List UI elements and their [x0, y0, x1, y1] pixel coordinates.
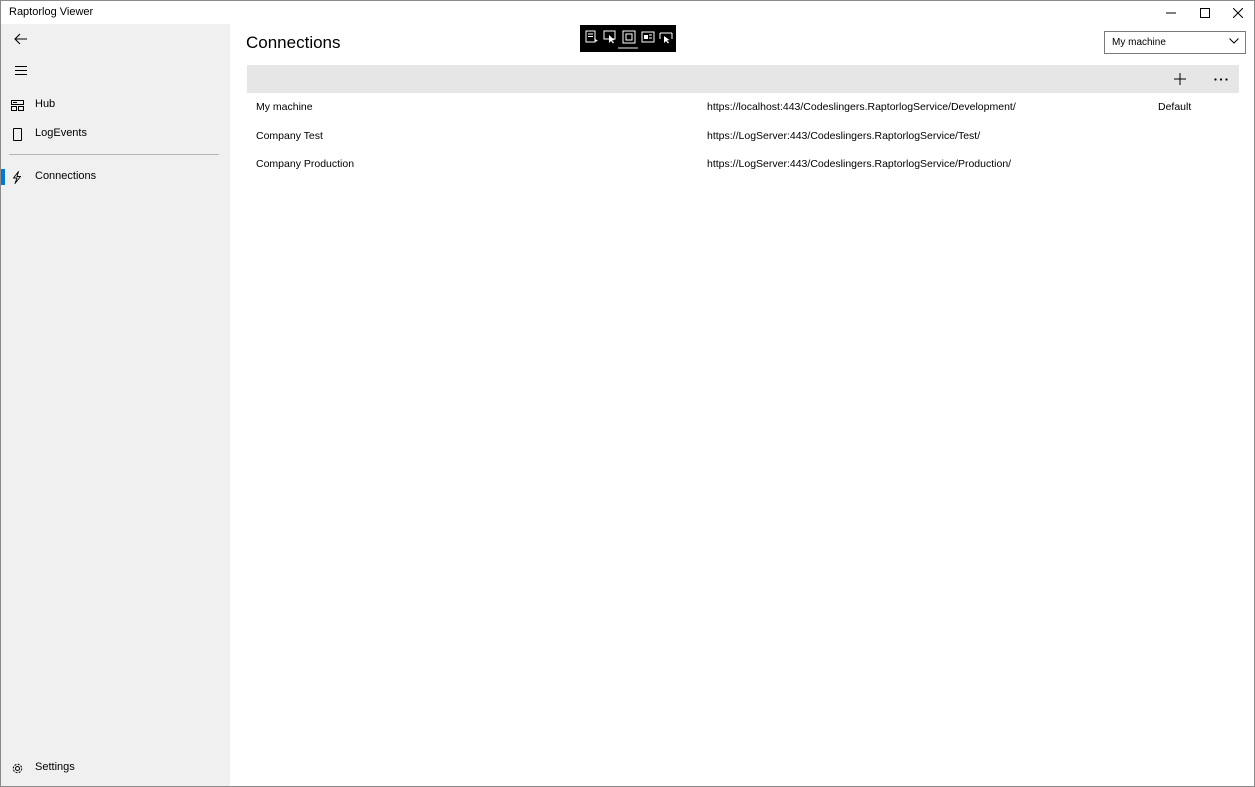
hub-icon [9, 98, 25, 112]
app-toolbar-icon[interactable] [585, 30, 599, 44]
display-layout-icon[interactable] [622, 30, 636, 44]
debug-toolbar [580, 25, 676, 52]
more-options-button[interactable] [1209, 68, 1233, 90]
nav-item-connections[interactable] [1, 163, 230, 191]
chevron-down-icon [1229, 38, 1239, 44]
connection-default-flag: Default [1158, 101, 1192, 113]
hamburger-menu-button[interactable] [1, 56, 41, 84]
connection-name: My machine [256, 101, 313, 113]
connection-url: https://LogServer:443/Codeslingers.RaptorlogService/Test/ [707, 130, 981, 142]
more-icon [1214, 78, 1228, 81]
nav-item-logevents[interactable] [1, 120, 230, 148]
app-title: Raptorlog Viewer [9, 6, 94, 18]
connection-row[interactable] [247, 151, 1239, 179]
binding-failures-icon[interactable] [659, 30, 673, 44]
track-focus-icon[interactable] [641, 30, 655, 44]
add-connection-button[interactable] [1169, 68, 1191, 90]
connection-name: Company Test [256, 130, 323, 142]
minimize-icon [1166, 8, 1176, 18]
hamburger-icon [15, 66, 27, 75]
gear-icon [9, 761, 25, 775]
page-title: Connections [246, 33, 341, 52]
title-bar [1, 1, 1254, 24]
nav-item-label: Connections [35, 170, 97, 182]
back-button[interactable] [1, 25, 41, 53]
maximize-icon [1200, 8, 1210, 18]
lightning-icon [9, 170, 25, 184]
selection-indicator [1, 169, 5, 185]
navigation-pane [1, 24, 230, 786]
close-button[interactable] [1221, 1, 1255, 24]
nav-item-hub[interactable] [1, 91, 230, 119]
machine-selector-combobox[interactable] [1104, 31, 1246, 54]
document-icon [9, 127, 25, 141]
toolbar-collapse-handle[interactable] [618, 47, 638, 49]
select-element-icon[interactable] [603, 30, 617, 44]
connection-url: https://localhost:443/Codeslingers.RaptorlogService/Development/ [707, 101, 1016, 113]
close-icon [1233, 8, 1243, 18]
maximize-button[interactable] [1188, 1, 1222, 24]
nav-item-label: Settings [35, 761, 75, 773]
back-arrow-icon [14, 33, 28, 45]
connection-url: https://LogServer:443/Codeslingers.RaptorlogService/Production/ [707, 158, 1012, 170]
connection-row[interactable] [247, 123, 1239, 151]
nav-item-label: LogEvents [35, 127, 87, 139]
minimize-button[interactable] [1154, 1, 1188, 24]
nav-divider [9, 154, 219, 155]
nav-item-label: Hub [35, 98, 56, 110]
command-bar [247, 65, 1239, 93]
nav-item-settings[interactable] [1, 754, 230, 782]
connection-row[interactable] [247, 94, 1239, 122]
connection-name: Company Production [256, 158, 355, 170]
add-icon [1174, 73, 1186, 85]
machine-selector-value: My machine [1112, 37, 1166, 48]
